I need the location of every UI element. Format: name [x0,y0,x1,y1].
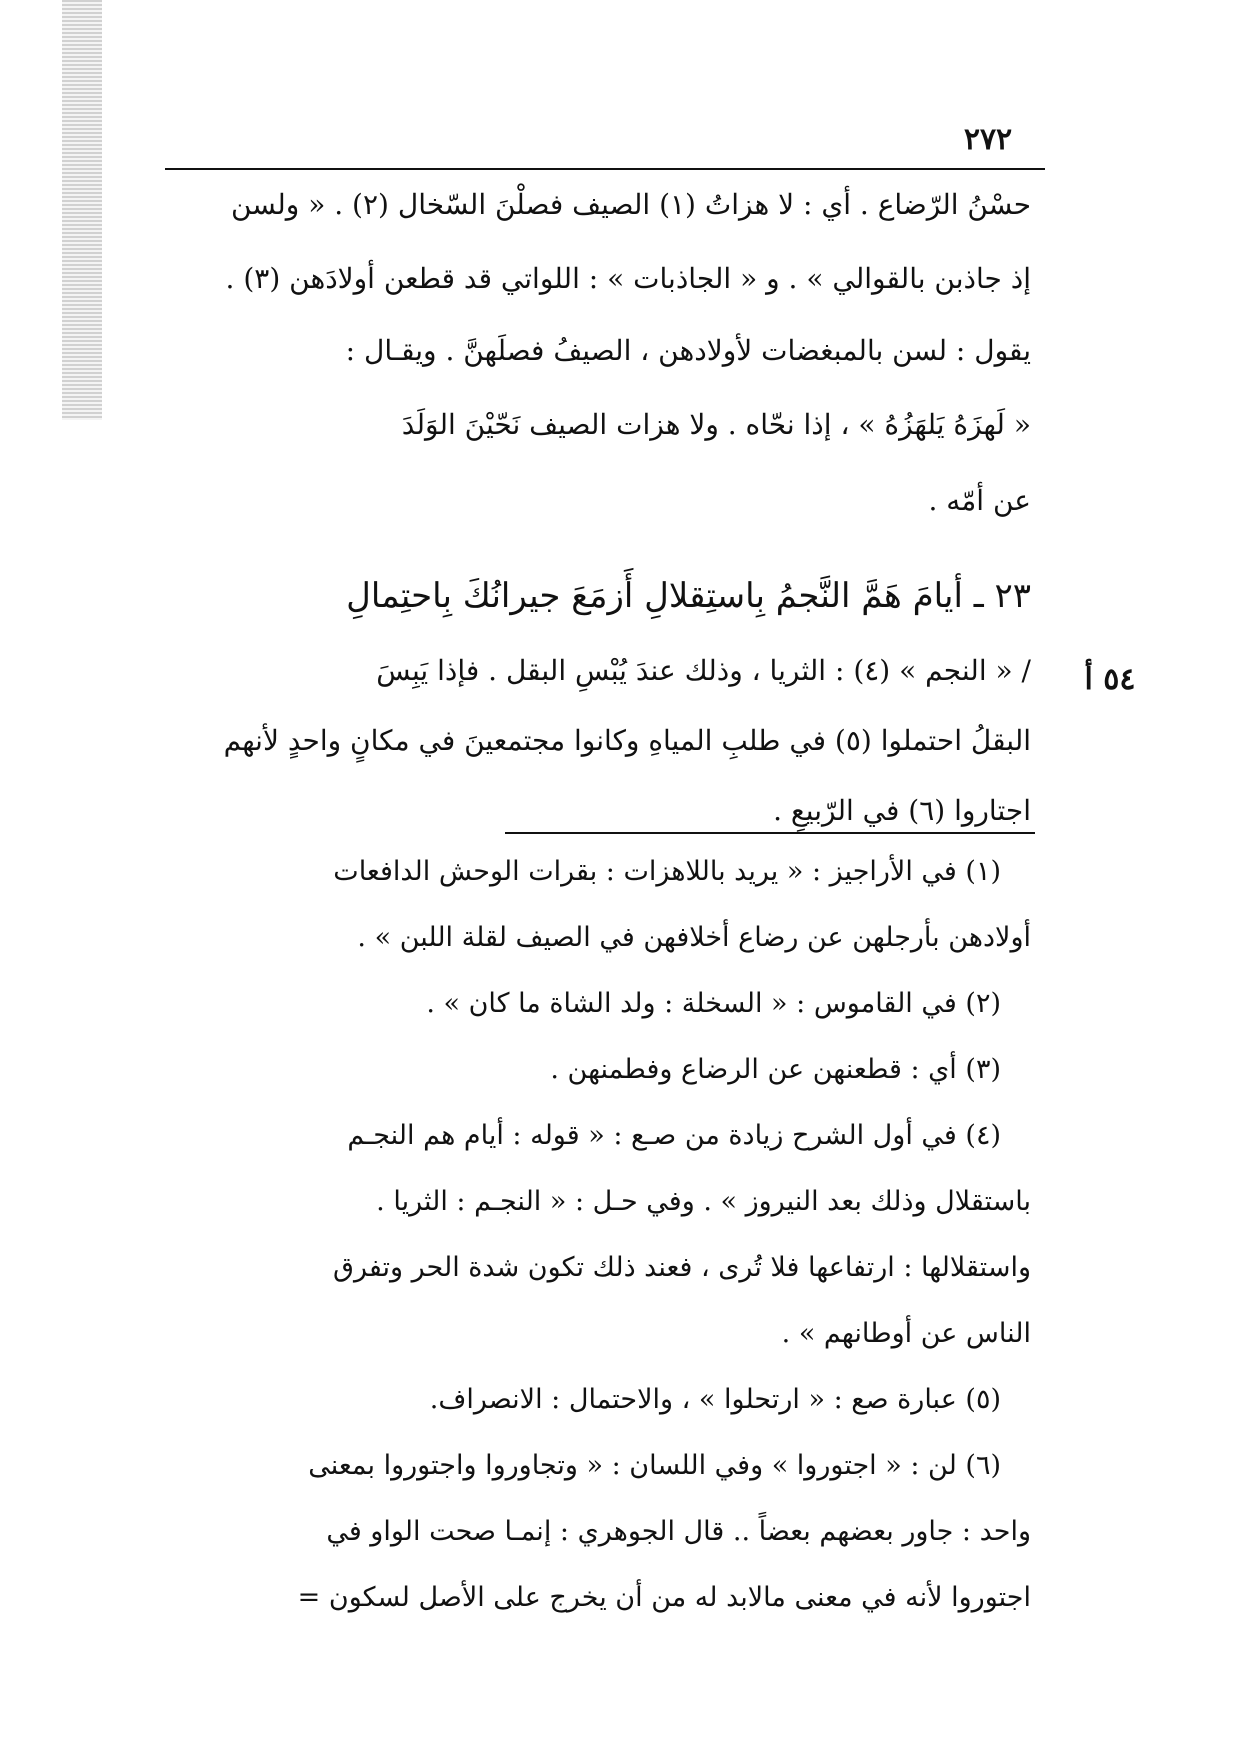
body-line-2: إذ جاذبن بالقوالي » . و « الجاذبات » : اللواتي قد قطعن أولادَهن (٣) . [225,262,1031,295]
footnote-line-8: الناس عن أوطانهم » . [781,1318,1031,1349]
footnotes-rule [505,832,1035,834]
footnote-line-10: (٦) لن : « اجتوروا » وفي اللسان : « وتجاوروا واجتوروا بمعنى [308,1450,1001,1481]
footnote-line-6: باستقلال وذلك بعد النيروز » . وفي حـل : « النجـم : الثريا . [376,1186,1031,1217]
commentary-line-3: اجتاروا (٦) في الرّبيعِ . [773,794,1031,827]
footnote-line-3: (٢) في القاموس : « السخلة : ولد الشاة ما كان » . [426,988,1001,1019]
scan-edge-shadow [62,0,102,420]
footnote-line-9: (٥) عبارة صع : « ارتحلوا » ، والاحتمال : الانصراف. [429,1384,1001,1415]
footnote-line-12: اجتوروا لأنه في معنى مالابد له من أن يخرج على الأصل لسكون = [297,1582,1031,1613]
footnote-line-2: أولادهن بأرجلهن عن رضاع أخلافهن في الصيف لقلة اللبن » . [357,922,1031,953]
page-number: ٢٧٢ [963,122,1013,157]
commentary-line-1: / « النجم » (٤) : الثريا ، وذلك عندَ يُبْسِ البقل . فإذا يَبِسَ [376,654,1031,687]
body-line-3: يقول : لسن بالمبغضات لأولادهن ، الصيفُ فصلَهنَّ . ويقـال : [345,334,1031,367]
footnote-line-1: (١) في الأراجيز : « يريد باللاهزات : بقرات الوحش الدافعات [333,856,1001,887]
commentary-line-2: البقلُ احتملوا (٥) في طلبِ المياهِ وكانوا مجتمعينَ في مكانٍ واحدٍ لأنهم [223,724,1031,757]
body-line-5: عن أمّه . [928,484,1031,517]
body-line-1: حسْنُ الرّضاع . أي : لا هزاتُ (١) الصيف فصلْنَ السّخال (٢) . « ولسن [230,188,1031,221]
footnote-line-4: (٣) أي : قطعنهن عن الرضاع وفطمنهن . [550,1054,1001,1085]
margin-reference: ٥٤ أ [1084,662,1136,697]
header-rule [165,168,1045,170]
footnote-line-5: (٤) في أول الشرح زيادة من صـع : « قوله : أيام هم النجـم [347,1120,1001,1151]
footnote-line-11: واحد : جاور بعضهم بعضاً .. قال الجوهري : إنمـا صحت الواو في [326,1516,1031,1547]
body-line-4: « لَهزَهُ يَلهَزُهُ » ، إذا نحّاه . ولا هزات الصيف نَحّيْنَ الوَلَدَ [401,408,1031,441]
footnote-line-7: واستقلالها : ارتفاعها فلا تُرى ، فعند ذلك تكون شدة الحر وتفرق [333,1252,1031,1283]
verse-23: ٢٣ ـ أيامَ هَمَّ النَّجمُ بِاستِقلالِ أَزمَعَ جيرانُكَ بِاحتِمالِ [346,576,1031,616]
